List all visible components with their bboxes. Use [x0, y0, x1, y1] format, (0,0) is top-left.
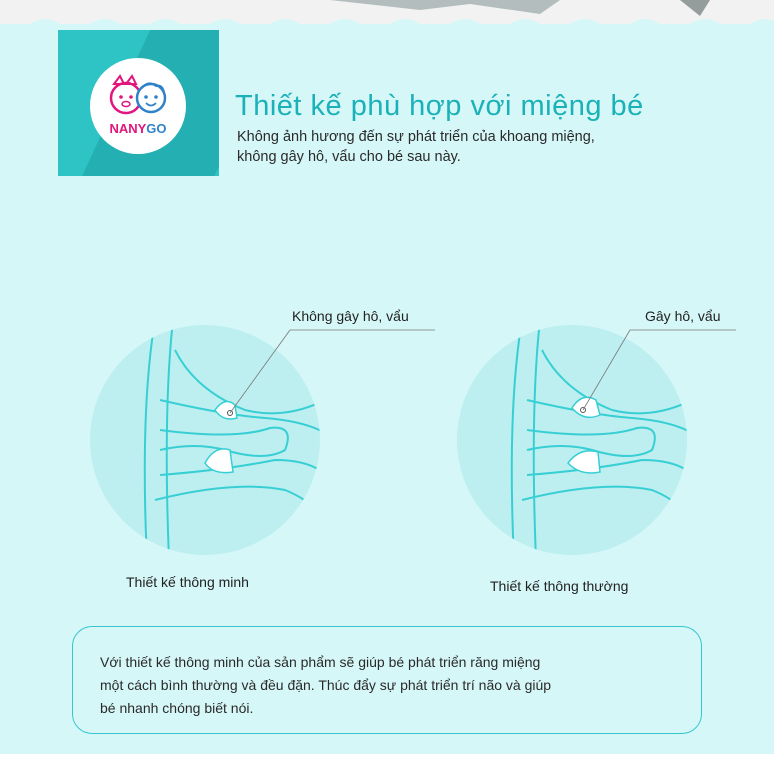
- callout-smart: Không gây hô, vẩu: [292, 308, 409, 324]
- info-text: [100, 651, 551, 720]
- brand-name-part2: GO: [146, 121, 167, 136]
- subtitle-line-2: không gây hô, vẩu cho bé sau này.: [237, 149, 461, 165]
- info-line-3: bé nhanh chóng biết nói.: [100, 700, 254, 716]
- page-subtitle: [237, 127, 595, 167]
- logo-badge: [90, 58, 186, 154]
- subtitle-line-1: Không ảnh hương đến sự phát triển của khoang miệng,: [237, 129, 595, 145]
- caption-normal: Thiết kế thông thường: [490, 578, 629, 594]
- brand-name: [90, 121, 186, 136]
- brand-logo-tile: [58, 30, 219, 176]
- info-line-2: một cách bình thường và đều đặn. Thúc đẩy sự phát triển trí não và giúp: [100, 677, 552, 693]
- info-line-1: Với thiết kế thông minh của sản phẩm sẽ giúp bé phát triển răng miệng: [100, 654, 541, 670]
- caption-smart: Thiết kế thông minh: [126, 574, 249, 590]
- normal-design-diagram: [450, 300, 760, 570]
- baby-faces-logo-icon: [90, 62, 186, 122]
- page-title: Thiết kế phù hợp với miệng bé: [235, 90, 644, 122]
- diagram-circle: [457, 325, 687, 555]
- diagram-circle: [90, 325, 320, 555]
- callout-normal: Gây hô, vẩu: [645, 308, 721, 324]
- brand-name-part1: NANY: [109, 121, 147, 136]
- smart-design-diagram: [85, 300, 445, 570]
